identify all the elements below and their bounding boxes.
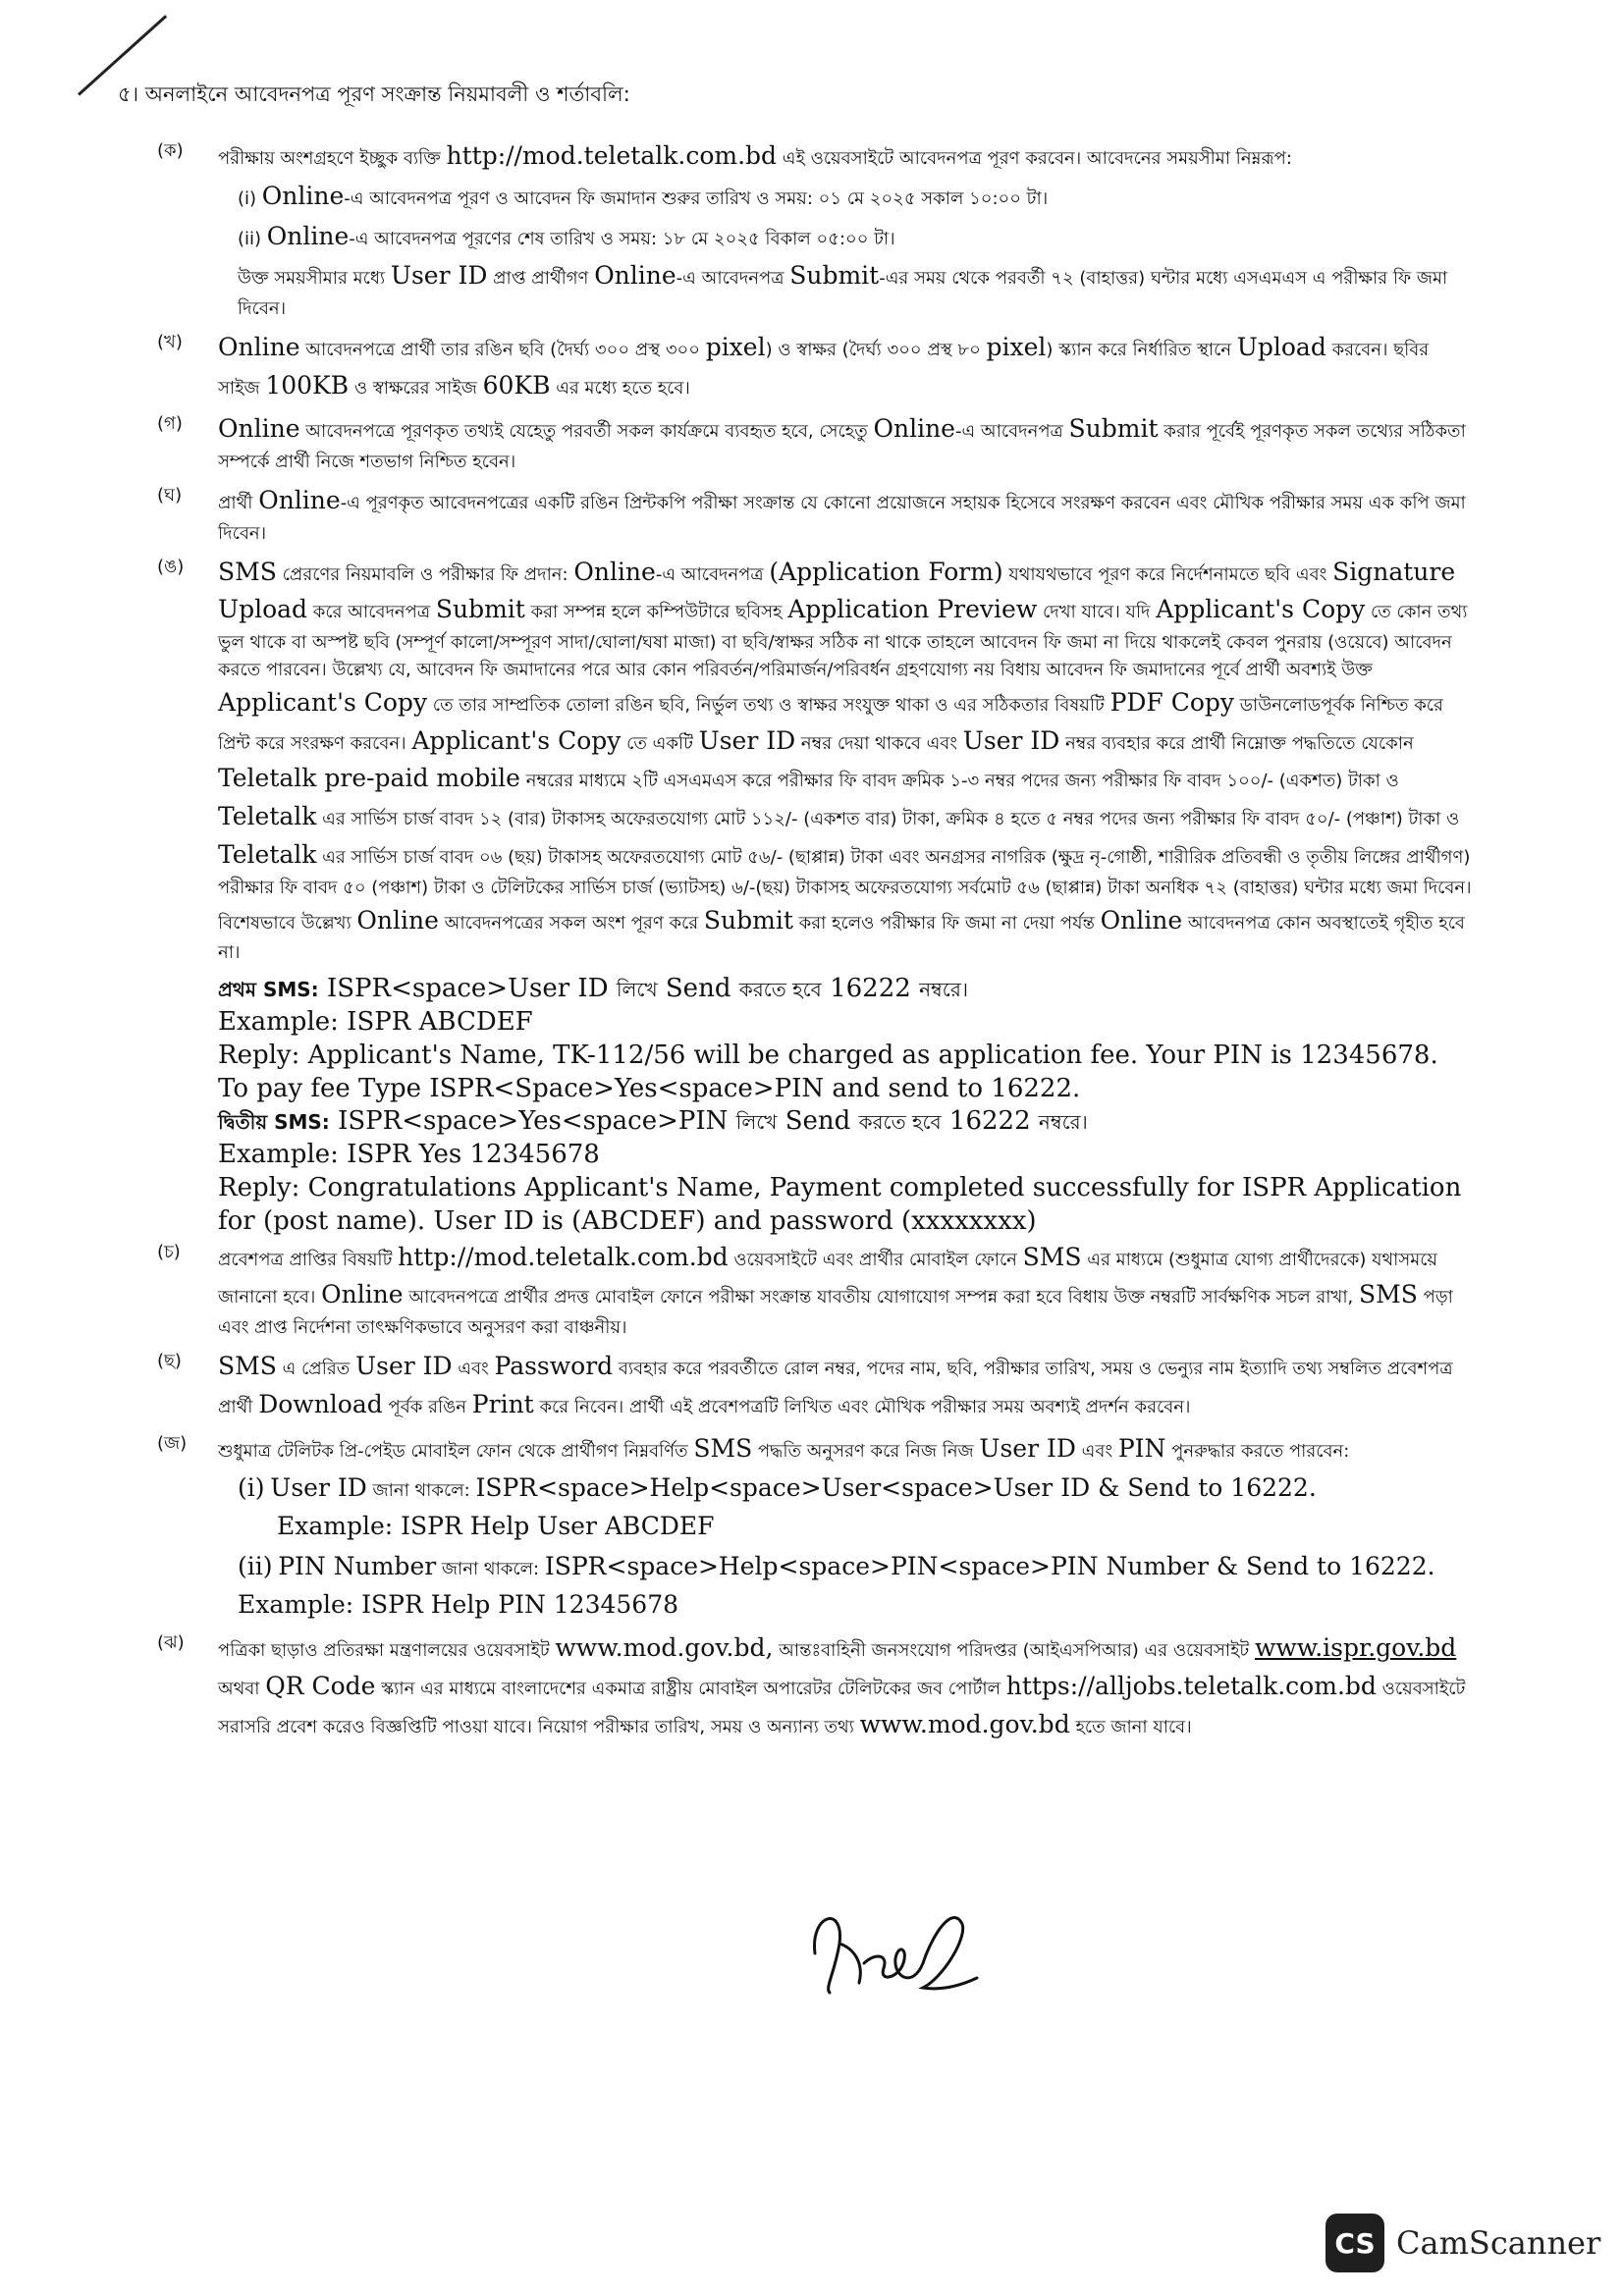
text: অথবা [218, 1679, 260, 1699]
text: ) স্ক্যান করে নির্ধারিত স্থানে [1046, 339, 1232, 360]
text: Password [494, 1352, 614, 1380]
text: লিখে [616, 978, 658, 1002]
text: করার পূর্বেই পূরণকৃত সকল তথ্যের সঠিকতা সম্পর্কে প্রার্থী নিজে শতভাগ নিশ্চিত হবেন। [218, 421, 1466, 473]
text: -এ পূরণকৃত আবেদনপত্রের একটি রঙিন প্রিন্টকপি পরীক্ষা সংক্রান্ত যে কোনো প্রয়োজনে সহায়ক হিসেবে সংরক্ষণ করবেন এবং মৌখিক পরীক্ষার সময় এক কপি জমা দিবেন। [218, 493, 1466, 544]
text: SMS [218, 1352, 277, 1380]
text: 16222 [830, 974, 911, 1004]
rule-chha [157, 1348, 1473, 1424]
text: Example: ISPR Help User ABCDEF [277, 1512, 715, 1540]
text: এবং [458, 1359, 489, 1379]
text: SMS [1022, 1242, 1082, 1271]
text: (Application Form) [769, 557, 1003, 586]
sub-marker: (i) [238, 187, 257, 209]
text: Applicant's Copy [218, 687, 428, 717]
text: পূর্বক রঙিন [388, 1396, 467, 1417]
text: করা সম্পন্ন হলে কম্পিউটারে ছবিসহ [530, 602, 783, 623]
rule-jha [157, 1629, 1473, 1743]
text: জানা থাকলে: [372, 1480, 470, 1502]
rule-cha [157, 1239, 1473, 1342]
text: পুনরুদ্ধার করতে পারবেন: [1171, 1440, 1350, 1462]
rule-marker: (জ) [157, 1432, 188, 1454]
text: Submit [1068, 414, 1159, 444]
text: প্রাপ্ত প্রার্থীগণ [493, 268, 589, 290]
text: করে নিবেন। প্রার্থী এই প্রবেশপত্রটি লিখিত এবং মৌখিক পরীক্ষার সময় অবশ্যই প্রদর্শন করবেন। [539, 1396, 1191, 1417]
text: লিখে [735, 1110, 778, 1135]
text: নম্বর ব্যবহার করে প্রার্থী নিম্নোক্ত পদ্ধতিতে যেকোন [1065, 732, 1414, 754]
sub-list [218, 178, 1473, 323]
text: ডাউনলোডপূর্বক নিশ্চিত করে প্রিন্ট করে সংরক্ষণ করবেন। [218, 694, 1443, 754]
text: QR Code [265, 1672, 376, 1700]
text: প্রার্থী [218, 493, 253, 514]
text: User ID [698, 725, 796, 755]
text: নম্বরে। [1038, 1110, 1088, 1135]
text: Signature Upload [218, 557, 1456, 624]
text: তে একটি [626, 732, 693, 754]
text: নম্বরের মাধ্যমে ২টি এসএমএস করে পরীক্ষার ফি বাবদ ক্রমিক ১-৩ নম্বর পদের জন্য পরীক্ষার ফি বাবদ ১০০/- (একশত) টাকা ও [525, 771, 1399, 792]
text: এবং [1081, 1440, 1113, 1462]
text: Applicant's Copy [411, 725, 622, 755]
text: পত্রিকা ছাড়াও প্রতিরক্ষা মন্ত্রণালয়ের ওয়েবসাইট [218, 1640, 550, 1662]
text: ISPR<space>Help<space>User<space>User ID & Send to 16222. [475, 1473, 1317, 1503]
sub-item [238, 1469, 1473, 1546]
text: Online [573, 557, 656, 586]
sub-marker: (ii) [238, 1551, 273, 1580]
text: Teletalk [218, 802, 317, 831]
url-link: www.mod.gov.bd [859, 1709, 1070, 1738]
text: -এ আবেদনপত্র [954, 421, 1063, 443]
text: ) ও স্বাক্ষর (দৈর্ঘ্য ৩০০ প্রস্থ ৮০ [765, 339, 981, 360]
text: করতে হবে [738, 978, 822, 1002]
text: SMS [693, 1433, 753, 1463]
text: আবেদনপত্রে পূরণকৃত তথ্যই যেহেতু পরবর্তী সকল কার্যক্রমে ব্যবহৃত হবে, সেহেতু [305, 421, 868, 443]
text: Submit [789, 261, 880, 291]
text: করবেন। ছবির সাইজ [218, 339, 1430, 399]
text: উক্ত সময়সীমার মধ্যে [238, 268, 386, 290]
text: -এ আবেদনপত্র পূরণের শেষ তারিখ ও সময়: ১৮ মে ২০২৫ বিকাল ০৫:০০ টা। [349, 228, 895, 249]
sms-second [218, 1105, 1473, 1139]
sub-item [238, 257, 1473, 323]
text: Teletalk pre-paid mobile [218, 764, 520, 793]
text: Online [261, 181, 345, 210]
text: তে কোন তথ্য ভুল থাকে বা অস্পষ্ট ছবি (সম্পূর্ণ কালো/সম্পূরণ সাদা/ঘোলা/ঘষা মাজা) বা ছবি/স্বাক্ষর সঠিক না থাকে তাহলে আবেদন ফি জমা না দিয়ে থাকলেই কেবল পুনরায় (ওয়েবে) আবেদন করতে পারবেন। উল্লেখ্য যে, আবেদন ফি জমাদানের পরে আর কোন পরিবর্তন/পরিমার্জন/পরিবর্ধন গ্রহণযোগ্য নয় বিধায় আবেদন ফি জমাদানের পূর্বে প্রার্থী অবশ্যই উক্ত [218, 602, 1468, 681]
text: 60KB [482, 370, 551, 400]
rule-ka [157, 137, 1473, 323]
text: -এর সময় থেকে পরবর্তী ৭২ (বাহাত্তর) ঘন্টার মধ্যে এসএমএস এ পরীক্ষার ফি জমা দিবেন। [238, 268, 1448, 319]
text: User ID [962, 725, 1060, 755]
text: 100KB [265, 370, 350, 400]
rule-marker: (ঙ) [157, 556, 185, 577]
text: PDF Copy [1109, 687, 1235, 717]
text: ISPR<space>User ID [326, 974, 609, 1004]
rule-marker: (ঘ) [157, 485, 183, 507]
rule-marker: (চ) [157, 1241, 181, 1262]
text: শুধুমাত্র টেলিটক প্রি-পেইড মোবাইল ফোন থেকে প্রার্থীগণ নিম্নবর্ণিত [218, 1440, 688, 1462]
text: ISPR<space>Yes<space>PIN [338, 1106, 729, 1137]
text: Online [266, 221, 350, 250]
rule-ja [157, 1430, 1473, 1625]
text: ব্যবহার করে পরবর্তীতে রোল নম্বর, পদের নাম, ছবি, পরীক্ষার তারিখ, সময় ও ভেন্যুর নাম ইত্যাদি তথ্য সম্বলিত প্রবেশপত্র প্রার্থী [218, 1359, 1453, 1417]
rule-kha [157, 329, 1473, 405]
text: পদ্ধতি অনুসরণ করে নিজ নিজ [757, 1440, 974, 1462]
text: স্ক্যান এর মাধ্যমে বাংলাদেশের একমাত্র রাষ্ট্রীয় মোবাইল অপারেটর টেলিটকের জব পোর্টাল [381, 1679, 1001, 1699]
text: Teletalk [218, 839, 317, 869]
text: pixel [986, 332, 1047, 361]
rule-marker: (ঝ) [157, 1632, 185, 1654]
camscanner-logo-icon: CS [1325, 2214, 1384, 2272]
text: পরীক্ষায় অংশগ্রহণে ইচ্ছুক ব্যক্তি [218, 148, 441, 169]
text: আবেদনপত্রে প্রার্থীর প্রদত্ত মোবাইল ফোনে পরীক্ষা সংক্রান্ত যাবতীয় যোগাযোগ সম্পন্ন করা হবে বিধায় উক্ত নম্বরটি সার্বক্ষণিক সচল রাখা, [408, 1287, 1354, 1308]
sms-reply-1: Reply: Applicant's Name, TK-112/56 will be charged as application fee. Your PIN is 12345678. To pay fee Type ISPR<Space>Yes<space>PIN and send to 16222. [218, 1040, 1438, 1103]
text: Download [258, 1389, 383, 1418]
rule-gha [157, 482, 1473, 548]
text: এ প্রেরিত [282, 1359, 351, 1379]
url-link: www.mod.gov.bd, [555, 1633, 774, 1663]
url-link: www.ispr.gov.bd [1254, 1633, 1457, 1663]
text: PIN Number [278, 1551, 437, 1580]
text: এর মধ্যে হতে হবে। [556, 377, 690, 399]
text: করতে হবে [858, 1110, 942, 1135]
sms-example-1: Example: ISPR ABCDEF [218, 1007, 533, 1038]
text: Online [594, 261, 676, 291]
text: 16222 [948, 1106, 1031, 1137]
text: User ID [390, 261, 488, 291]
text: এর সার্ভিস চার্জ বাবদ ১২ (বার) টাকাসহ অফেরতযোগ্য মোট ১১২/- (একশত বার) টাকা, ক্রমিক ৪ হতে ৫ নম্বর পদের জন্য পরীক্ষার ফি বাবদ ৫০/- (পঞ্চাশ) টাকা ও [322, 809, 1460, 830]
text: আন্তঃবাহিনী জনসংযোগ পরিদপ্তর (আইএসপিআর) এর ওয়েবসাইট [779, 1640, 1250, 1662]
rule-marker: (গ) [157, 413, 183, 435]
url-link: http://mod.teletalk.com.bd [446, 141, 778, 170]
text: ওয়েবসাইটে সরাসরি প্রবেশ করেও বিজ্ঞপ্তিটি পাওয়া যাবে। নিয়োগ পরীক্ষার তারিখ, সময় ও অন্যান্য তথ্য [218, 1679, 1466, 1737]
rule-uma [157, 554, 1473, 968]
camscanner-watermark [1325, 2214, 1600, 2272]
text: আবেদনপত্রে প্রার্থী তার রঙিন ছবি (দৈর্ঘ্য ৩০০ প্রস্থ ৩০০ [305, 339, 700, 360]
text: জানা থাকলে: [441, 1558, 540, 1579]
text: দেখা যাবে। যদি [1042, 602, 1151, 623]
text: Applicant's Copy [1156, 595, 1366, 624]
text: -এ আবেদনপত্র [655, 563, 764, 585]
sms-instructions [218, 973, 1473, 1238]
text: Online [873, 414, 955, 444]
text: আবেদনপত্র কোন অবস্থাতেই গৃহীত হবে না। [218, 912, 1465, 964]
text: Send [665, 974, 731, 1004]
text: এই ওয়েবসাইটে আবেদনপত্র পূরণ করবেন। আবেদনের সময়সীমা নিম্নরূপ: [782, 148, 1292, 169]
text: প্রেরণের নিয়মাবলি ও পরীক্ষার ফি প্রদান: [282, 563, 568, 585]
text: Send [784, 1106, 851, 1137]
sms-reply-2: Reply: Congratulations Applicant's Name, Payment completed successfully for ISPR Application for (post name). User ID is (ABCDEF) and password (xxxxxxxx) [218, 1173, 1462, 1236]
sub-list [218, 1469, 1473, 1624]
text: হতে জানা যাবে। [1075, 1716, 1192, 1737]
text: Online [218, 332, 300, 361]
sub-item [238, 178, 1473, 216]
text: Submit [703, 905, 793, 934]
text: নম্বর দেয়া থাকবে এবং [800, 732, 958, 754]
text: Online [1100, 905, 1183, 934]
rule-marker: (ছ) [157, 1351, 182, 1371]
url-link: https://alljobs.teletalk.com.bd [1005, 1672, 1377, 1700]
text: Online [258, 486, 341, 515]
text: ISPR<space>Help<space>PIN<space>PIN Number & Send to 16222. Example: ISPR Help PIN 12345678 [238, 1551, 1435, 1619]
text: এর মাধ্যমে (শুধুমাত্র যোগ্য প্রার্থীদেরকে) যথাসময়ে জানানো হবে। [218, 1249, 1438, 1308]
text: Upload [1236, 332, 1326, 361]
sub-item [238, 1548, 1473, 1625]
text: User ID [979, 1433, 1076, 1463]
sub-marker: (i) [238, 1473, 265, 1503]
text: -এ আবেদনপত্র পূরণ ও আবেদন ফি জমাদান শুরুর তারিখ ও সময়: ০১ মে ২০২৫ সকাল ১০:০০ টা। [344, 187, 1049, 209]
text: দ্বিতীয় SMS: [218, 1110, 330, 1135]
sms-first [218, 973, 1473, 1006]
text: তে তার সাম্প্রতিক তোলা রঙিন ছবি, নির্ভুল তথ্য ও স্বাক্ষর সংযুক্ত থাকা ও এর সঠিকতার বিষয়টি [432, 694, 1105, 716]
text: User ID [270, 1473, 367, 1503]
url-link: http://mod.teletalk.com.bd [398, 1242, 729, 1271]
text: প্রথম SMS: [218, 978, 319, 1002]
text: Online [356, 905, 439, 934]
text: -এ আবেদনপত্র [676, 268, 784, 290]
text: Application Preview [787, 595, 1038, 624]
text: ও স্বাক্ষরের সাইজ [353, 377, 477, 399]
sub-item [238, 218, 1473, 256]
text: Online [321, 1280, 404, 1309]
sub-marker: (ii) [238, 228, 262, 249]
text: করে আবেদনপত্র [312, 602, 431, 623]
text: Online [218, 414, 300, 444]
handwritten-signature [805, 1895, 982, 2002]
text: এর সার্ভিস চার্জ বাবদ ০৬ (ছয়) টাকাসহ অফেরতযোগ্য মোট ৫৬/- (ছাপ্পান্ন) টাকা এবং অনগ্রসর নাগরিক (ক্ষুদ্র নৃ-গোষ্ঠী, শারীরিক প্রতিবন্ধী ও তৃতীয় লিঙ্গের প্রার্থীগণ) পরীক্ষার ফি বাবদ ৫০ (পঞ্চাশ) টাকা ও টেলিটকের সার্ভিস চার্জ (ভ্যাটসহ) ৬/-(ছয়) টাকাসহ অফেরতযোগ্য সর্বমোট ৫৬ (ছাপ্পান্ন) টাকা অনধিক ৭২ (বাহাত্তর) ঘন্টার মধ্যে জমা দিবেন। বিশেষভাবে উল্লেখ্য [218, 846, 1472, 934]
rules-list [157, 137, 1473, 1750]
rule-marker: (ক) [157, 140, 184, 161]
text: User ID [355, 1352, 453, 1380]
text: SMS [218, 557, 277, 586]
text: Submit [435, 595, 525, 624]
text: pixel [705, 332, 766, 361]
camscanner-text: CamScanner [1396, 2224, 1601, 2262]
text: PIN [1117, 1433, 1166, 1463]
text: পড়া এবং প্রাপ্ত নির্দেশনা তাৎক্ষণিকভাবে অনুসরণ করা বাঞ্চনীয়। [218, 1287, 1453, 1339]
text: Print [471, 1389, 534, 1418]
text: করা হলেও পরীক্ষার ফি জমা না দেয়া পর্যন্ত [798, 912, 1095, 934]
text: ওয়েবসাইটে এবং প্রার্থীর মোবাইল ফোনে [733, 1249, 1017, 1270]
rule-ga [157, 410, 1473, 476]
text: নম্বরে। [919, 978, 968, 1002]
text: SMS [1359, 1280, 1418, 1309]
text: আবেদনপত্রের সকল অংশ পূরণ করে [444, 912, 699, 934]
sms-example-2: Example: ISPR Yes 12345678 [218, 1140, 600, 1170]
rule-marker: (খ) [157, 331, 183, 352]
section-heading: ৫। অনলাইনে আবেদনপত্র পূরণ সংক্রান্ত নিয়মাবলী ও শর্তাবলি: [118, 82, 630, 106]
text: প্রবেশপত্র প্রাপ্তির বিষয়টি [218, 1249, 393, 1270]
text: যথাযথভাবে পূরণ করে নির্দেশনামতে ছবি এবং [1008, 563, 1327, 585]
